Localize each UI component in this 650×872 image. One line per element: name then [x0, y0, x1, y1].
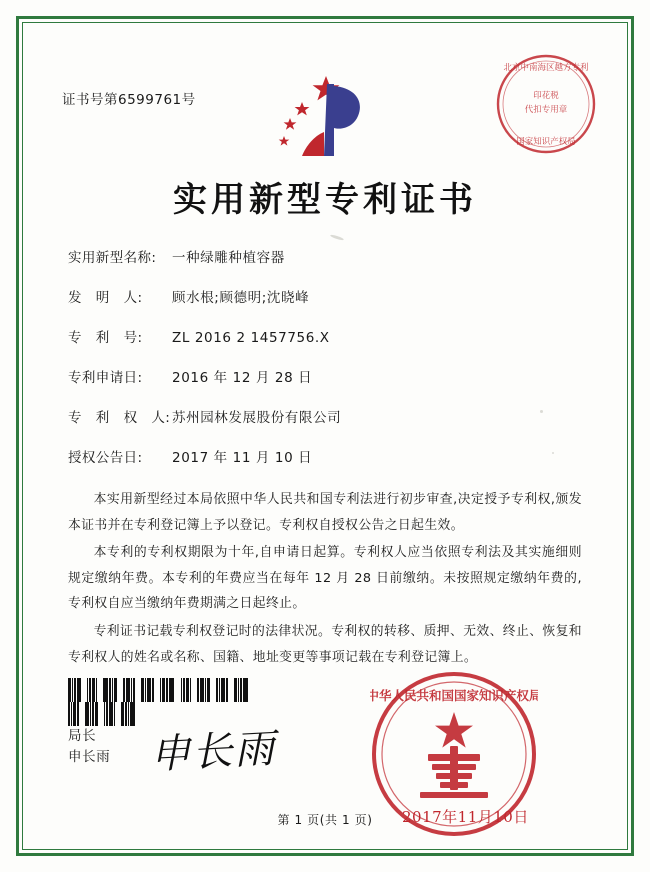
svg-text:北京中南海区越方专利: 北京中南海区越方专利 [503, 63, 589, 73]
field-row [68, 250, 582, 268]
svg-text:代扣专用章: 代扣专用章 [524, 105, 568, 115]
field-label: 专 利 权 人: [68, 410, 171, 427]
agency-stamp-seal [494, 52, 598, 156]
page-title: 实用新型专利证书 [173, 180, 477, 220]
signature-name: 申长雨 [68, 748, 111, 765]
svg-text:中华人民共和国国家知识产权局: 中华人民共和国国家知识产权局 [370, 688, 538, 703]
field-value: 苏州园林发展股份有限公司 [172, 410, 342, 427]
svg-text:国家知识产权局: 国家知识产权局 [516, 137, 576, 147]
field-value: 2017 年 11 月 10 日 [172, 450, 313, 467]
body-paragraph: 本实用新型经过本局依照中华人民共和国专利法进行初步审查,决定授予专利权,颁发本证书并在专利登记簿上予以登记。专利权自授权公告之日起生效。 [68, 492, 582, 533]
handwritten-signature: 申长雨 [149, 725, 278, 779]
body-paragraph: 本专利的专利权期限为十年,自申请日起算。专利权人应当依照专利法及其实施细则规定缴纳年费。本专利的年费应当在每年 12 月 28 日前缴纳。未按照规定缴纳年费的,专利权自应当缴纳年费期满之日起终止。 [68, 545, 582, 612]
body-paragraph: 专利证书记载专利权登记时的法律状况。专利权的转移、质押、无效、终止、恢复和专利权人的姓名或名称、国籍、地址变更等事项记载在专利登记簿上。 [68, 623, 582, 665]
field-value: 顾水根;顾德明;沈晓峰 [172, 290, 310, 307]
field-value: 2016 年 12 月 28 日 [172, 370, 313, 387]
field-value: 一种绿雕种植容器 [172, 250, 285, 266]
field-row [68, 290, 582, 308]
signature-role: 局长 [68, 728, 97, 744]
certificate-content [40, 40, 610, 832]
body-text [68, 487, 582, 672]
field-row [68, 370, 582, 388]
certificate-number: 证书号第6599761号 [62, 92, 196, 108]
issue-date-stamp: 2017年11月10日 [402, 808, 529, 826]
sipo-logo-icon [272, 72, 378, 156]
svg-text:印花税: 印花税 [533, 91, 559, 101]
field-row [68, 410, 582, 428]
field-label: 专利申请日: [68, 370, 143, 387]
page-footer: 第 1 页(共 1 页) [277, 813, 373, 827]
field-label: 专 利 号: [68, 330, 143, 347]
barcode [68, 678, 256, 702]
scan-speckle [552, 452, 554, 454]
field-row [68, 330, 582, 348]
field-list [68, 250, 582, 490]
field-value: ZL 2016 2 1457756.X [172, 330, 330, 347]
field-label: 授权公告日: [68, 450, 143, 467]
signature-block [68, 726, 110, 768]
scan-speckle [330, 234, 344, 241]
field-label: 发 明 人: [68, 290, 143, 307]
field-row [68, 450, 582, 468]
scan-speckle [540, 410, 543, 413]
field-label: 实用新型名称: [68, 250, 157, 266]
